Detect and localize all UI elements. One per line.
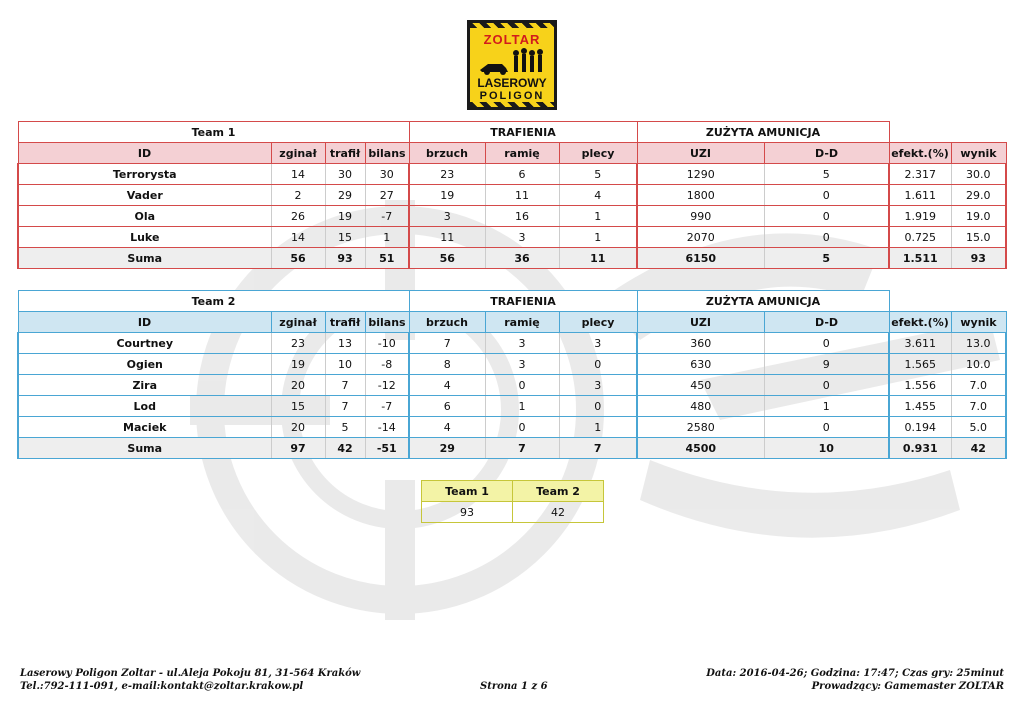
cell: 14 — [271, 227, 325, 248]
cell: 630 — [637, 354, 764, 375]
sum-cell: 6150 — [637, 248, 764, 269]
cell: 1.565 — [889, 354, 951, 375]
footer-address: Laserowy Poligon Zoltar - ul.Aleja Pokoju 81, 31-564 Kraków — [20, 668, 361, 679]
cell: 3 — [559, 333, 637, 354]
table-row — [18, 417, 1006, 438]
sum-cell: -51 — [365, 438, 409, 459]
cell: 14 — [271, 164, 325, 185]
cell: 11 — [485, 185, 559, 206]
section-ammo: ZUŻYTA AMUNICJA — [637, 122, 889, 143]
table-row — [18, 164, 1006, 185]
sum-cell: 0.931 — [889, 438, 951, 459]
player-name: Zira — [18, 375, 271, 396]
cell: 1 — [365, 227, 409, 248]
cell: 20 — [271, 417, 325, 438]
cell: 6 — [485, 164, 559, 185]
cell: 15 — [325, 227, 365, 248]
col-header: plecy — [559, 143, 637, 164]
cell: 8 — [409, 354, 485, 375]
cell: 26 — [271, 206, 325, 227]
cell: 990 — [637, 206, 764, 227]
summary-value: 42 — [513, 502, 604, 523]
table-row — [18, 185, 1006, 206]
col-header: trafił — [325, 312, 365, 333]
cell: 19 — [271, 354, 325, 375]
col-header: bilans — [365, 312, 409, 333]
cell: 0 — [764, 333, 889, 354]
player-name: Maciek — [18, 417, 271, 438]
cell: 3 — [559, 375, 637, 396]
summary-header: Team 2 — [513, 481, 604, 502]
section-team: Team 2 — [18, 291, 409, 312]
sum-cell: 7 — [485, 438, 559, 459]
cell: -12 — [365, 375, 409, 396]
footer-contact: Tel.:792-111-091, e-mail:kontakt@zoltar.krakow.pl — [20, 681, 304, 692]
cell: 4 — [559, 185, 637, 206]
sum-cell: 5 — [764, 248, 889, 269]
col-header: zginał — [271, 143, 325, 164]
table-row — [18, 227, 1006, 248]
col-header: brzuch — [409, 143, 485, 164]
cell: 29 — [325, 185, 365, 206]
cell: 5 — [764, 164, 889, 185]
col-header: wynik — [951, 312, 1006, 333]
cell: 2070 — [637, 227, 764, 248]
zoltar-logo — [467, 20, 557, 110]
cell: 10 — [325, 354, 365, 375]
player-name: Ola — [18, 206, 271, 227]
cell: 27 — [365, 185, 409, 206]
col-header: plecy — [559, 312, 637, 333]
cell: 10.0 — [951, 354, 1006, 375]
cell: 0 — [485, 375, 559, 396]
cell: 0 — [559, 354, 637, 375]
col-header: D-D — [764, 312, 889, 333]
cell: 7 — [409, 333, 485, 354]
cell: -7 — [365, 396, 409, 417]
sum-cell: 93 — [951, 248, 1006, 269]
section-hits: TRAFIENIA — [409, 291, 637, 312]
cell: 1 — [559, 206, 637, 227]
cell: 450 — [637, 375, 764, 396]
col-header: UZI — [637, 143, 764, 164]
section-ammo: ZUŻYTA AMUNICJA — [637, 291, 889, 312]
cell: 1 — [764, 396, 889, 417]
section-team: Team 1 — [18, 122, 409, 143]
cell: 6 — [409, 396, 485, 417]
summary-header-row — [422, 481, 604, 502]
player-name: Lod — [18, 396, 271, 417]
sum-label: Suma — [18, 248, 271, 269]
cell: 0 — [559, 396, 637, 417]
section-row — [18, 122, 1006, 143]
player-name: Terrorysta — [18, 164, 271, 185]
cell: 360 — [637, 333, 764, 354]
col-header: wynik — [951, 143, 1006, 164]
cell: 3 — [485, 333, 559, 354]
sum-cell: 56 — [409, 248, 485, 269]
cell: 19.0 — [951, 206, 1006, 227]
col-header: trafił — [325, 143, 365, 164]
cell: 1.556 — [889, 375, 951, 396]
sum-cell: 42 — [951, 438, 1006, 459]
logo-brand: ZOLTAR — [483, 32, 541, 47]
sum-cell: 7 — [559, 438, 637, 459]
cell: 7 — [325, 396, 365, 417]
table-row — [18, 333, 1006, 354]
cell: 1800 — [637, 185, 764, 206]
cell: 3 — [485, 354, 559, 375]
cell: 0.194 — [889, 417, 951, 438]
cell: 23 — [409, 164, 485, 185]
cell: 30 — [365, 164, 409, 185]
cell: 3 — [485, 227, 559, 248]
col-header: brzuch — [409, 312, 485, 333]
table-row — [18, 396, 1006, 417]
sum-cell: 10 — [764, 438, 889, 459]
table-row — [18, 206, 1006, 227]
team1-table — [17, 121, 1007, 269]
summary-header: Team 1 — [422, 481, 513, 502]
player-name: Courtney — [18, 333, 271, 354]
cell: 15 — [271, 396, 325, 417]
header-row — [18, 143, 1006, 164]
summary-value: 93 — [422, 502, 513, 523]
player-name: Vader — [18, 185, 271, 206]
cell: -10 — [365, 333, 409, 354]
cell: 7 — [325, 375, 365, 396]
cell: 4 — [409, 375, 485, 396]
cell: 5 — [559, 164, 637, 185]
cell: 1 — [559, 227, 637, 248]
cell: 2.317 — [889, 164, 951, 185]
sum-label: Suma — [18, 438, 271, 459]
sum-cell: 42 — [325, 438, 365, 459]
sum-cell: 56 — [271, 248, 325, 269]
section-row — [18, 291, 1006, 312]
cell: 0 — [764, 185, 889, 206]
cell: 20 — [271, 375, 325, 396]
sum-row — [18, 438, 1006, 459]
cell: 13 — [325, 333, 365, 354]
cell: 9 — [764, 354, 889, 375]
sum-cell: 4500 — [637, 438, 764, 459]
footer-datetime: Data: 2016-04-26; Godzina: 17:47; Czas gry: 25minut — [706, 668, 1004, 679]
team2-table — [17, 290, 1007, 459]
cell: 0 — [764, 417, 889, 438]
cell: 3 — [409, 206, 485, 227]
cell: 0.725 — [889, 227, 951, 248]
cell: 0 — [764, 227, 889, 248]
table-row — [18, 375, 1006, 396]
cell: 7.0 — [951, 375, 1006, 396]
col-header: ramię — [485, 312, 559, 333]
col-header: efekt.(%) — [889, 312, 951, 333]
cell: 7.0 — [951, 396, 1006, 417]
cell: 16 — [485, 206, 559, 227]
cell: 29.0 — [951, 185, 1006, 206]
team-score-summary — [421, 480, 604, 523]
cell: -8 — [365, 354, 409, 375]
col-header: ramię — [485, 143, 559, 164]
sum-cell: 51 — [365, 248, 409, 269]
player-name: Ogien — [18, 354, 271, 375]
cell: 1290 — [637, 164, 764, 185]
logo-line1: LASEROWY — [477, 76, 547, 90]
cell: 480 — [637, 396, 764, 417]
cell: 15.0 — [951, 227, 1006, 248]
col-header: ID — [18, 312, 271, 333]
col-header: UZI — [637, 312, 764, 333]
cell: 5 — [325, 417, 365, 438]
cell: 19 — [325, 206, 365, 227]
cell: 0 — [764, 375, 889, 396]
cell: 30.0 — [951, 164, 1006, 185]
col-header: efekt.(%) — [889, 143, 951, 164]
sum-cell: 36 — [485, 248, 559, 269]
sum-cell: 93 — [325, 248, 365, 269]
cell: 1.919 — [889, 206, 951, 227]
cell: 11 — [409, 227, 485, 248]
footer-page-number: Strona 1 z 6 — [480, 681, 548, 692]
sum-row — [18, 248, 1006, 269]
cell: 2 — [271, 185, 325, 206]
cell: 30 — [325, 164, 365, 185]
header-row — [18, 312, 1006, 333]
summary-value-row — [422, 502, 604, 523]
col-header: ID — [18, 143, 271, 164]
cell: 5.0 — [951, 417, 1006, 438]
player-name: Luke — [18, 227, 271, 248]
cell: 19 — [409, 185, 485, 206]
section-hits: TRAFIENIA — [409, 122, 637, 143]
cell: -7 — [365, 206, 409, 227]
col-header: zginał — [271, 312, 325, 333]
table-row — [18, 354, 1006, 375]
cell: 4 — [409, 417, 485, 438]
cell: 0 — [485, 417, 559, 438]
sum-cell: 97 — [271, 438, 325, 459]
cell: 2580 — [637, 417, 764, 438]
cell: 23 — [271, 333, 325, 354]
col-header: D-D — [764, 143, 889, 164]
players-silhouette-icon — [478, 48, 548, 76]
cell: 13.0 — [951, 333, 1006, 354]
cell: 1.611 — [889, 185, 951, 206]
col-header: bilans — [365, 143, 409, 164]
cell: 1.455 — [889, 396, 951, 417]
cell: -14 — [365, 417, 409, 438]
cell: 3.611 — [889, 333, 951, 354]
logo-line2: POLIGON — [479, 90, 545, 102]
sum-cell: 1.511 — [889, 248, 951, 269]
sum-cell: 29 — [409, 438, 485, 459]
cell: 1 — [559, 417, 637, 438]
footer-host: Prowadzący: Gamemaster ZOLTAR — [811, 681, 1004, 692]
cell: 1 — [485, 396, 559, 417]
sum-cell: 11 — [559, 248, 637, 269]
cell: 0 — [764, 206, 889, 227]
